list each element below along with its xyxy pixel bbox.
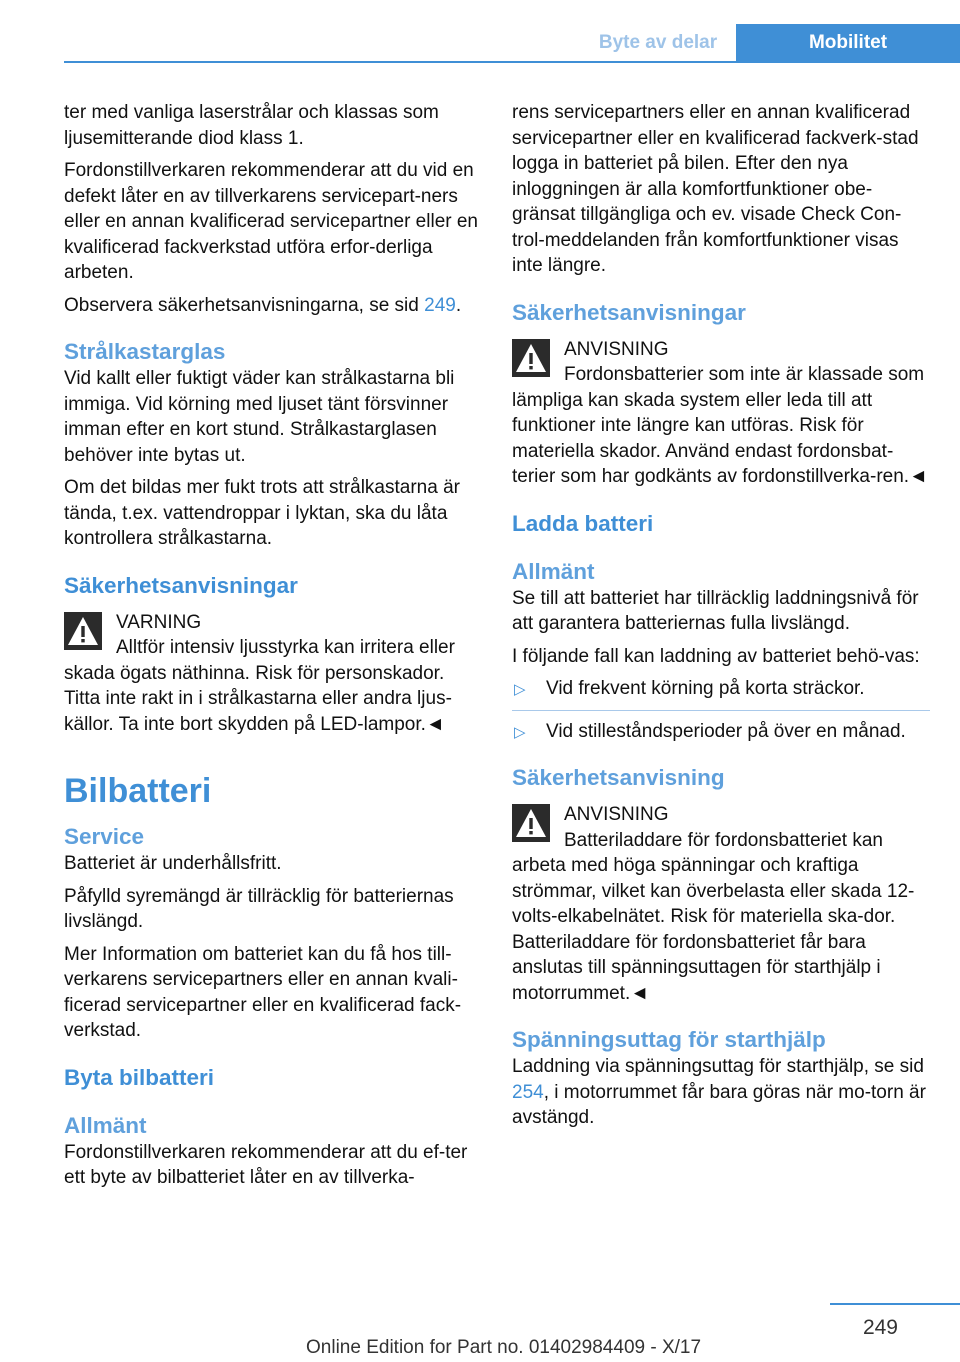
paragraph-text: .: [455, 294, 462, 316]
notice-text: Fordonsbatterier som inte är klassade som lämpliga kan skada system eller leda till att funktioner inte längre kan utföras. Risk för materiella skador. Använd endast fordonsbat-terier som har godkänts av fordonstillverka-ren.◄: [512, 364, 928, 487]
paragraph: I följande fall kan laddning av batteriet behö-vas:: [512, 645, 920, 667]
paragraph-text: Laddning via spänningsuttag för starthjälp, se sid: [512, 1056, 924, 1077]
warning-triangle-icon: [512, 339, 550, 377]
notice-box: [512, 802, 930, 1006]
heading-byta-bilbatteri: Byta bilbatteri: [64, 1064, 215, 1090]
heading-allmant: Allmänt: [512, 558, 595, 584]
heading-sakerhetsanvisningar: Säkerhetsanvisningar: [512, 299, 746, 325]
heading-spanningsuttag: Spänningsuttag för starthjälp: [512, 1027, 826, 1052]
heading-sakerhetsanvisning: Säkerhetsanvisning: [512, 765, 725, 790]
heading-bilbatteri: Bilbatteri: [64, 772, 212, 810]
paragraph: Mer Information om batteriet kan du få hos till-verkarens servicepartners eller en annan kvali-ficerad servicepartner eller en kvalificerad fack-verkstad.: [64, 943, 462, 1041]
paragraph-text: , i motorrummet får bara göras när mo-torn är avstängd.: [512, 1081, 926, 1128]
warning-title: VARNING: [116, 611, 202, 633]
heading-service: Service: [64, 824, 145, 849]
page-number: 249: [862, 1316, 898, 1339]
notice-box: [512, 337, 930, 490]
footer-edition: Online Edition for Part no. 01402984409 - X/17: [306, 1337, 702, 1358]
paragraph: [512, 1054, 930, 1131]
page-link[interactable]: 254: [512, 1081, 544, 1103]
paragraph: [64, 293, 482, 319]
tab-mobilitet[interactable]: Mobilitet: [736, 24, 960, 62]
list-item-text: Vid stilleståndsperioder på över en månad.: [546, 720, 906, 742]
warning-text: Alltför intensiv ljusstyrka kan irritera eller skada ögats näthinna. Risk för personskador. Titta inte rakt in i strålkastarna eller andra ljus-källor. Ta inte bort skydden på LED-lampor.◄: [64, 637, 455, 735]
notice-title: ANVISNING: [564, 338, 669, 360]
paragraph: ter med vanliga laserstrålar och klassas som ljusemitterande diod klass 1.: [64, 102, 439, 149]
paragraph: rens servicepartners eller en annan kvalificerad servicepartner eller en kvalificerad fackverk-stad logga in batteriet på bilen. Efter den nya inloggningen är alla komfortfunktioner obe-gränsat tillgängliga och ev. visade Check Con-trol-meddelanden från komfortfunktioner visas inte längre.: [512, 102, 919, 276]
list-item-text: Vid frekvent körning på korta sträckor.: [546, 678, 865, 699]
paragraph-text: Observera säkerhetsanvisningarna, se sid: [64, 294, 425, 316]
right-column: [512, 100, 930, 1138]
warning-box: [64, 610, 482, 738]
bullet-list: [512, 676, 930, 744]
list-item: [512, 676, 930, 711]
paragraph: Fordonstillverkaren rekommenderar att du vid en defekt låter en av tillverkarens servicepart-ners eller en annan kvalificerad servicepartner eller en kvalificerad fackverkstad utföra erfor-derliga arbeten.: [64, 160, 479, 283]
heading-sakerhetsanvisningar: Säkerhetsanvisningar: [64, 572, 298, 598]
tab-byte-av-delar[interactable]: Byte av delar: [598, 32, 718, 53]
footer-rule: [830, 1303, 960, 1305]
page-link[interactable]: 249: [424, 294, 456, 316]
heading-allmant: Allmänt: [64, 1112, 147, 1138]
paragraph: Batteriet är underhållsfritt.: [64, 853, 282, 874]
paragraph: Påfylld syremängd är tillräcklig för batteriernas livslängd.: [64, 885, 454, 932]
paragraph: Om det bildas mer fukt trots att strålkastarna är tända, t.ex. vattendroppar i lyktan, ska du låta kontrollera strålkastarna.: [64, 477, 460, 549]
paragraph: Vid kallt eller fuktigt väder kan strålkastarna bli immiga. Vid körning med ljuset tänt försvinner imman efter en kort stund. Strålkastarglasen behöver inte bytas ut.: [64, 368, 455, 466]
warning-triangle-icon: [512, 804, 550, 842]
header-rule: [64, 61, 960, 63]
paragraph: Fordonstillverkaren rekommenderar att du ef-ter ett byte av bilbatteriet låter en av tillverka-: [64, 1141, 468, 1188]
warning-triangle-icon: [64, 612, 102, 650]
notice-text: Batteriladdare för fordonsbatteriet kan arbeta med höga spänningar och kraftiga strömmar, vilket kan överbelasta eller skada 12-volts-elkabelnätet. Risk för materiella ska-dor. Batteriladdare för fordonsbatteriet får bara anslutas till spänningsuttagen för starthjälp i motorrummet.◄: [512, 829, 915, 1004]
left-column: [64, 100, 482, 1198]
notice-title: ANVISNING: [564, 804, 669, 825]
heading-stralkastarglas: Strålkastarglas: [64, 339, 226, 364]
list-item: [512, 719, 930, 745]
paragraph: Se till att batteriet har tillräcklig laddningsnivå för att garantera batteriernas fulla livslängd.: [512, 587, 919, 634]
heading-ladda-batteri: Ladda batteri: [512, 510, 654, 536]
triangle-bullet-icon: ▷: [514, 681, 526, 698]
triangle-bullet-icon: ▷: [514, 723, 526, 741]
